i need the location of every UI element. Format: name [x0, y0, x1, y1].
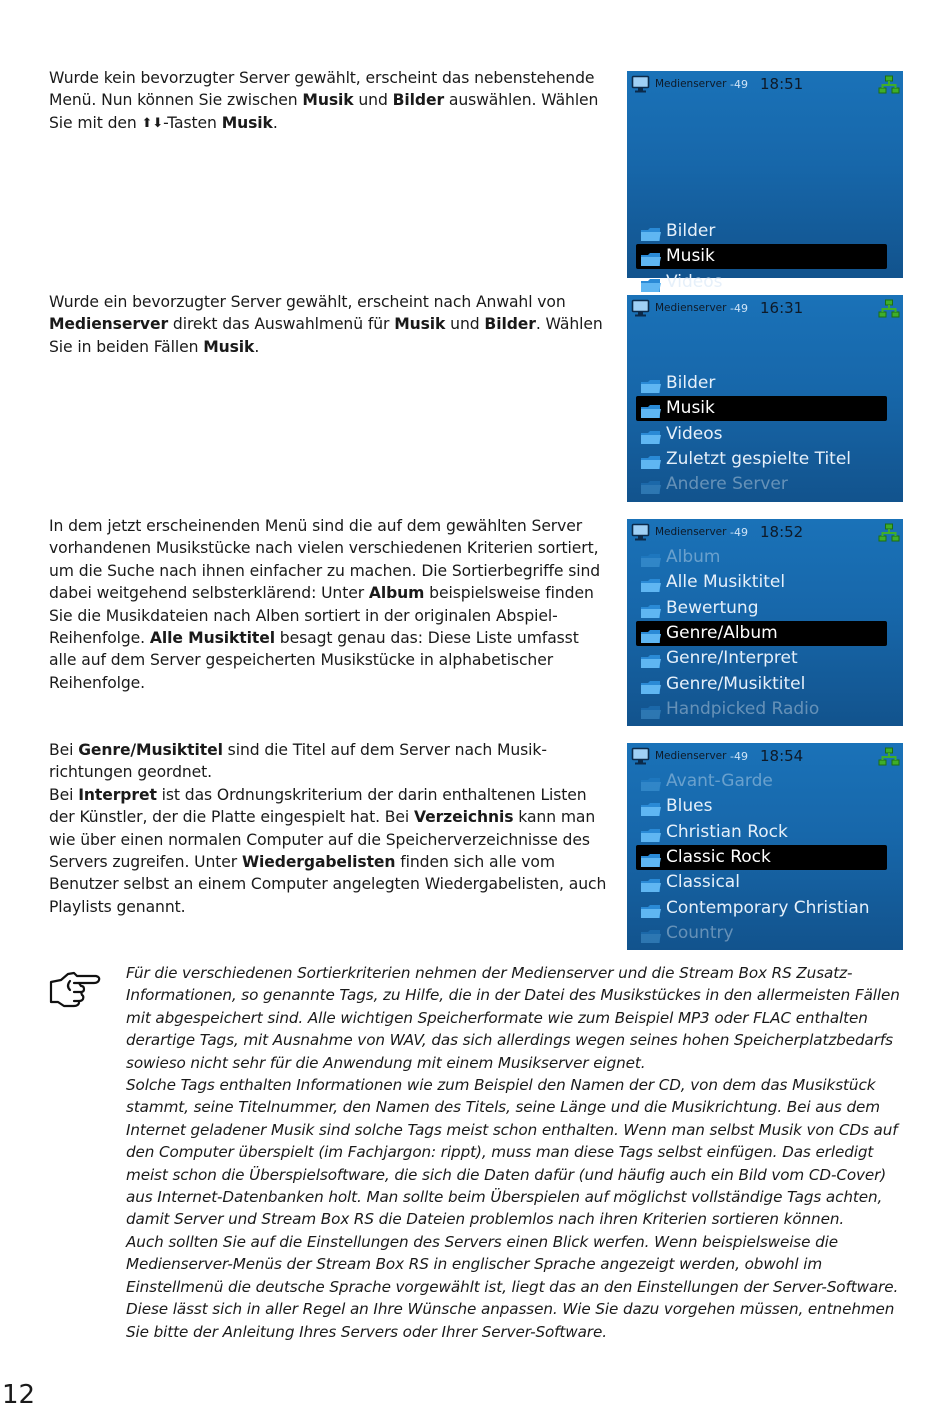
menu-item[interactable]	[636, 270, 887, 295]
menu-item-label: Contemporary Christian	[666, 898, 870, 918]
device-screen	[627, 295, 903, 502]
bold-term: Musik	[302, 91, 354, 110]
device-screen	[627, 519, 903, 726]
folder-icon	[640, 927, 662, 942]
menu-item-label: Bilder	[666, 373, 716, 393]
signal-strength: -49	[730, 302, 748, 315]
menu-item[interactable]	[636, 820, 887, 845]
menu-item[interactable]	[636, 570, 887, 595]
menu-item[interactable]	[636, 371, 887, 396]
menu-item-label: Musik	[666, 398, 715, 418]
text: sind die Titel auf dem Server nach Musik-richtungen geordnet.	[49, 741, 547, 782]
paragraph-preferred-server	[49, 291, 609, 358]
page-number: 12	[2, 1380, 36, 1410]
menu-item-label: Christian Rock	[666, 822, 788, 842]
folder-icon	[640, 602, 662, 617]
bold-term: Medienserver	[49, 315, 169, 334]
folder-icon	[640, 225, 662, 240]
text: auswählen. Wählen Sie mit den	[49, 91, 599, 132]
note-paragraph: Solche Tags enthalten Informationen wie zum Beispiel den Namen der CD, von dem das Musikstück stammt, seine Titelnummer, den Namen des Titels, seine Länge und die Musikrichtung. Bei aus dem Internet geladener Musik sind solche Tags meist schon enthalten. Wenn man selbst Musik von CDs auf den Computer überspielt (im Fachjargon: rippt), muss man diese Tags selbst einfügen. Das erledigt meist schon die Überspielsoftware, die sich die Daten dafür (und häufig auch ein Bild vom CD-Cover) aus Internet-Datenbanken holt. Man sollte beim Überspielen auf möglichst vollständige Tags achten, damit Server und Stream Box RS die Dateien problemlos nach ihren Kriterien sortieren können.	[126, 1076, 898, 1229]
bold-term: Wiedergabelisten	[241, 853, 396, 872]
folder-icon	[640, 276, 662, 291]
menu-item[interactable]	[636, 769, 887, 794]
clock-time: 16:31	[760, 299, 804, 317]
monitor-icon	[631, 523, 650, 542]
clock-time: 18:52	[760, 523, 804, 541]
signal-strength: -49	[730, 750, 748, 763]
screen-source-label: Medienserver	[655, 526, 727, 538]
menu-item-label: Andere Server	[666, 474, 788, 494]
menu-item[interactable]	[636, 896, 887, 921]
bold-term: Musik	[394, 315, 446, 334]
bold-term: Musik	[221, 113, 273, 132]
folder-icon	[640, 428, 662, 443]
monitor-icon	[631, 75, 650, 94]
menu-item[interactable]	[636, 646, 887, 671]
text: ist das Ordnungskriterium der darin enthaltenen Listen der Künstler, der die Platte eingespielt hat. Bei	[49, 785, 587, 827]
text: .	[254, 337, 260, 356]
folder-icon	[640, 876, 662, 891]
text: Bei	[49, 785, 79, 804]
folder-icon	[640, 478, 662, 493]
menu-item-label: Album	[666, 547, 721, 567]
text: Wurde ein bevorzugter Server gewählt, erscheint nach Anwahl von	[49, 293, 566, 311]
menu-item-label: Genre/Interpret	[666, 648, 798, 668]
menu-item-label: Zuletzt gespielte Titel	[666, 449, 852, 469]
paragraph-sort-criteria	[49, 515, 609, 694]
screen-source-label: Medienserver	[655, 750, 727, 762]
menu-item-label: Avant-Garde	[666, 771, 773, 791]
text: und	[353, 91, 393, 110]
menu-item-label: Genre/Musiktitel	[666, 674, 806, 694]
menu-item-label: Blues	[666, 796, 713, 816]
folder-icon	[640, 576, 662, 591]
menu-item-label: Handpicked Radio	[666, 699, 820, 719]
folder-icon	[640, 250, 662, 265]
folder-icon	[640, 800, 662, 815]
signal-strength: -49	[730, 78, 748, 91]
text: und	[445, 315, 485, 334]
menu-item-selected[interactable]	[636, 621, 887, 646]
menu-item-label: Country	[666, 923, 734, 943]
text: besagt genau das: Diese Liste umfasst alle auf dem Server gespeicherten Musikstücke in alphabetischer Reihenfolge.	[49, 629, 579, 692]
menu-item-label: Bewertung	[666, 598, 759, 618]
pointing-hand-icon	[48, 968, 102, 1008]
folder-icon	[640, 453, 662, 468]
menu-item[interactable]	[636, 447, 887, 472]
menu-item-label: Classical	[666, 872, 740, 892]
text: -Tasten	[163, 113, 222, 132]
menu-item-selected[interactable]	[636, 244, 887, 269]
text: . Wählen Sie in beiden Fällen	[49, 315, 603, 356]
folder-icon	[640, 826, 662, 841]
bold-term: Verzeichnis	[413, 808, 514, 827]
monitor-icon	[631, 747, 650, 766]
network-icon	[878, 75, 900, 95]
menu-item-label: Videos	[666, 424, 723, 444]
menu-item[interactable]	[636, 422, 887, 447]
menu-item[interactable]	[636, 672, 887, 697]
bold-term: Alle Musiktitel	[149, 629, 275, 648]
menu-item[interactable]	[636, 545, 887, 570]
menu-item[interactable]	[636, 794, 887, 819]
bold-term: Genre/Musiktitel	[78, 741, 223, 759]
monitor-icon	[631, 299, 650, 318]
menu-item-label: Musik	[666, 246, 715, 266]
screen-source-label: Medienserver	[655, 302, 727, 314]
menu-item-label: Bilder	[666, 221, 716, 241]
text: direkt das Auswahlmenü für	[168, 315, 395, 334]
folder-icon	[640, 652, 662, 667]
screen-status-bar	[627, 71, 903, 101]
menu-item[interactable]	[636, 596, 887, 621]
network-icon	[878, 299, 900, 319]
bold-term: Musik	[203, 337, 255, 356]
folder-icon	[640, 627, 662, 642]
bold-term: Album	[368, 584, 425, 603]
clock-time: 18:54	[760, 747, 804, 765]
device-screen	[627, 743, 903, 950]
menu-item[interactable]	[636, 697, 887, 722]
menu-item-selected[interactable]	[636, 845, 887, 870]
screen-status-bar	[627, 295, 903, 325]
folder-icon	[640, 775, 662, 790]
bold-term: Bilder	[392, 91, 445, 110]
network-icon	[878, 747, 900, 767]
paragraph-server-menu	[49, 67, 609, 135]
menu-item-label: Alle Musiktitel	[666, 572, 786, 592]
text: Bei	[49, 741, 79, 759]
up-down-arrow-keys-icon: ⬆⬇	[141, 115, 164, 131]
folder-icon	[640, 902, 662, 917]
menu-item-label: Genre/Album	[666, 623, 778, 643]
folder-icon	[640, 703, 662, 718]
note-paragraph: Für die verschiedenen Sortierkriterien nehmen der Medienserver und die Stream Box RS Zusatz-Informationen, so genannte Tags, zu Hilfe, die in der Datei des Musikstückes in den allermeisten Fällen mit abgespeichert sind. Alle wichtigen Speicherformate wie zum Beispiel MP3 oder FLAC enthalten derartige Tags, mit Ausnahme von WAV, das sich allerdings wegen seines hohen Speicherplatzbedarfs sowieso nicht sehr für die Anwendung mit einem Musikserver eignet.	[126, 964, 900, 1072]
paragraph-genre	[49, 739, 609, 918]
text: finden sich alle vom Benutzer selbst an einem Computer angelegten Wiedergabelisten, auch Playlists genannt.	[49, 853, 607, 916]
folder-icon	[640, 551, 662, 566]
text: In dem jetzt erscheinenden Menü sind die auf dem gewählten Server vorhandenen Musikstücke nach vielen verschiedenen Kriterien sortiert, um die Suche nach ihnen einfacher zu machen. Die Sortierbegriffe sind dabei weitgehend selbsterklärend: Unter	[49, 517, 601, 603]
folder-icon	[640, 851, 662, 866]
folder-icon	[640, 402, 662, 417]
menu-item[interactable]	[636, 870, 887, 895]
screen-source-label: Medienserver	[655, 78, 727, 90]
menu-item-selected[interactable]	[636, 396, 887, 421]
text: beispielsweise finden Sie die Musikdateien nach Alben sortiert in der originalen Abspiel-Reihenfolge.	[49, 584, 594, 648]
note-paragraph: Auch sollten Sie auf die Einstellungen des Servers einen Blick werfen. Wenn beispielsweise die Medienserver-Menüs der Stream Box RS in englischer Sprache angezeigt werden, obwohl im Einstellmenü die deutsche Sprache vorgewählt ist, liegt das an den Einstellungen der Server-Software. Diese lässt sich in aller Regel an Ihre Wünsche anpassen. Wie Sie dazu vorgehen müssen, entnehmen Sie bitte der Anleitung Ihres Servers oder Ihrer Server-Software.	[126, 1232, 899, 1341]
folder-icon	[640, 377, 662, 392]
folder-icon	[640, 678, 662, 693]
signal-strength: -49	[730, 526, 748, 539]
note-text	[126, 962, 901, 1343]
text: kann man wie über einen normalen Computer auf die Speicherverzeichnisse des Servers zugreifen. Unter	[49, 808, 596, 872]
bold-term: Bilder	[484, 315, 536, 334]
bold-term: Interpret	[78, 785, 157, 804]
text: Wurde kein bevorzugter Server gewählt, erscheint das nebenstehende Menü. Nun können Sie zwischen	[49, 69, 595, 110]
menu-item[interactable]	[636, 219, 887, 244]
menu-item-label: Classic Rock	[666, 847, 771, 867]
menu-item-label: Videos	[666, 272, 723, 292]
network-icon	[878, 523, 900, 543]
device-screen	[627, 71, 903, 292]
text: .	[272, 113, 278, 132]
menu-item[interactable]	[636, 472, 887, 497]
clock-time: 18:51	[760, 75, 804, 93]
menu-item[interactable]	[636, 921, 887, 946]
